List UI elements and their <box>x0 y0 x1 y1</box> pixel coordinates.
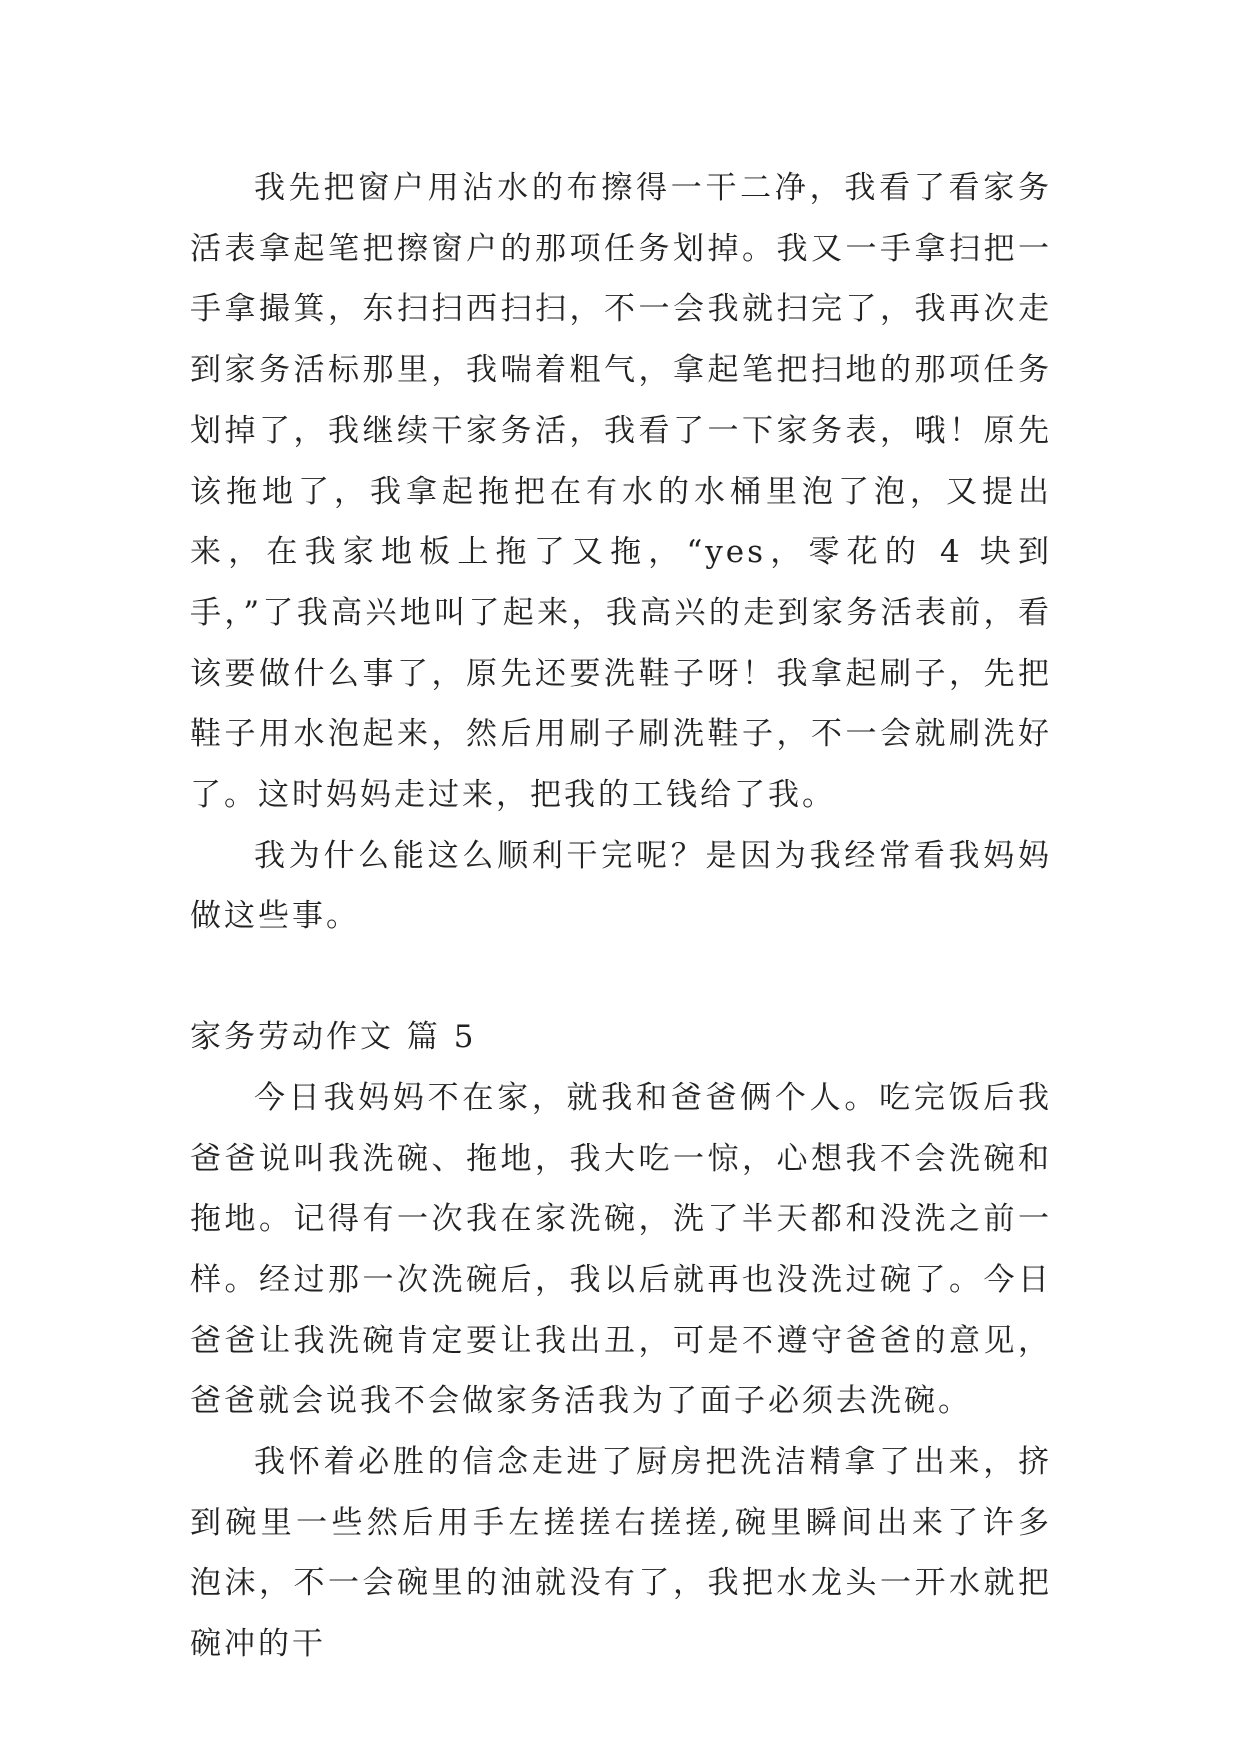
paragraph-reason: 我为什么能这么顺利干完呢？是因为我经常看我妈妈做这些事。 <box>190 837 1052 935</box>
section-heading: 家务劳动作文 篇 5 <box>190 1019 477 1056</box>
paragraph-chores-list: 我先把窗户用沾水的布擦得一干二净，我看了看家务活表拿起笔把擦窗户的那项任务划掉。我又一手拿扫把一手拿撮箕，东扫扫西扫扫，不一会我就扫完了，我再次走到家务活标那里，我喘着粗气，拿起笔把扫地的那项任务划掉了，我继续干家务活，我看了一下家务表，哦！原先该拖地了，我拿起拖把在有水的水桶里泡了泡，又提出来，在我家地板上拖了又拖，“yes，零花的 4 块到手，”了我高兴地叫了起来，我高兴的走到家务活表前，看该要做什么事了，原先还要洗鞋子呀！我拿起刷子，先把鞋子用水泡起来，然后用刷子刷洗鞋子，不一会就刷洗好了。这时妈妈走过来，把我的工钱给了我。 <box>190 170 1052 814</box>
paragraph-dish-washing-intro: 今日我妈妈不在家，就我和爸爸俩个人。吃完饭后我爸爸说叫我洗碗、拖地，我大吃一惊，心想我不会洗碗和拖地。记得有一次我在家洗碗，洗了半天都和没洗之前一样。经过那一次洗碗后，我以后就再也没洗过碗了。今日爸爸让我洗碗肯定要让我出丑，可是不遵守爸爸的意见，爸爸就会说我不会做家务活我为了面子必须去洗碗。 <box>190 1079 1052 1420</box>
paragraph-dish-washing-process: 我怀着必胜的信念走进了厨房把洗洁精拿了出来，挤到碗里一些然后用手左搓搓右搓搓,碗里瞬间出来了许多泡沫，不一会碗里的油就没有了，我把水龙头一开水就把碗冲的干 <box>190 1444 1052 1663</box>
document-body <box>190 158 1052 1675</box>
